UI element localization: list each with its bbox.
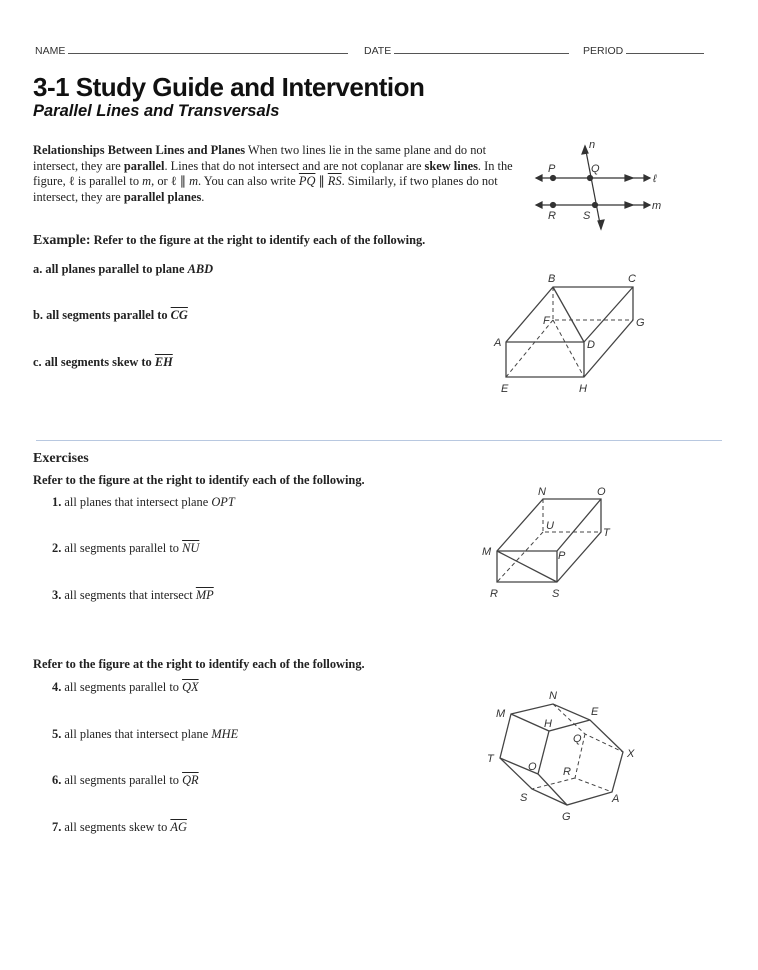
exercises-instruction-1: Refer to the figure at the right to identify each of the following. [33,473,365,487]
page-title: 3-1 Study Guide and Intervention [33,72,425,102]
text-run: . Similarly, if two planes do not intersect, they are [33,174,498,204]
label-D: D [587,339,595,351]
text-run: $\overline{AG}$ [170,820,187,834]
text-run: parallel [123,158,165,173]
text-run: skew lines [424,158,478,173]
text-run: $\overline{EH}$ [154,355,173,369]
text-run: . You can also write [198,174,299,188]
exercises-heading: Exercises [33,451,89,466]
text-run: 6. [52,773,62,787]
text-run: 3. [52,588,62,602]
label-G: G [562,811,571,823]
label-R: R [490,588,498,600]
text-run: OPT [211,495,235,509]
label-O: O [597,486,606,498]
text-run: . [201,189,205,204]
text-run: 5. [52,727,62,741]
label-R: R [563,766,571,778]
label-m: m [652,200,662,212]
page-subtitle: Parallel Lines and Transversals [33,102,280,120]
label-S: S [552,588,560,600]
label-S: S [520,792,528,804]
label-E: E [501,383,509,395]
text-run: 4. [52,680,62,694]
label-T: T [487,753,494,765]
label-X: X [627,748,635,760]
label-P: P [548,163,556,175]
text-run: ∥ [315,174,328,188]
polyhedron-figure [487,690,635,823]
text-run: ℓ [170,174,177,188]
exercises-instruction-2: Refer to the figure at the right to identify each of the following. [33,657,365,671]
text-run: $\overline{NU}$ [182,541,200,555]
text-run: all planes that intersect plane [61,495,212,509]
text-run: Refer to the figure at the right to identify each of the following. [90,233,426,247]
date-label: DATE [364,45,392,57]
label-O: O [528,761,537,773]
text-run: ABD [187,262,214,276]
text-run: is parallel to [74,174,143,188]
label-U: U [546,520,554,532]
text-run: $\overline{CG}$ [170,308,188,322]
parallel-lines-figure [536,139,661,229]
text-run: all segments that intersect [61,588,196,602]
label-B: B [548,273,556,285]
text-run: Relationships Between Lines and Planes [33,143,246,157]
text-run: . Lines that do not intersect and are not coplanar are [164,158,425,173]
text-run: parallel planes [123,189,202,204]
text-run: MHE [211,727,239,741]
period-label: PERIOD [583,45,624,57]
label-N: N [549,690,557,702]
label-N: N [538,486,546,498]
text-run: all planes that intersect plane [61,727,212,741]
box-mnop-figure [482,486,611,600]
text-run: c. all segments skew to [33,355,155,369]
label-G: G [636,317,645,329]
label-H: H [579,383,587,395]
name-label: NAME [35,45,66,57]
label-C: C [628,273,636,285]
label-M: M [496,708,506,720]
label-P: P [558,550,566,562]
text-run: b. all segments parallel to [33,308,171,322]
text-run: When two lines lie in the same plane and do not intersect, they are [33,143,487,173]
label-H: H [544,718,552,730]
label-M: M [482,546,492,558]
text-run: Example: [33,233,91,248]
text-run: all segments parallel to [61,773,183,787]
label-A: A [612,793,620,805]
text-run: , or [151,174,171,188]
text-run: a. all planes parallel to plane [33,262,188,276]
text-run: $\overline{PQ}$ [298,174,316,188]
text-run: ∥ [176,174,190,188]
label-E: E [591,706,599,718]
label-l: ℓ [653,173,657,185]
label-n: n [589,139,596,151]
text-run: ℓ [68,174,75,188]
text-run: all segments parallel to [61,680,183,694]
text-run: 7. [52,820,62,834]
label-R: R [548,210,556,222]
label-F: F [543,315,550,327]
label-A: A [494,337,502,349]
label-Q: Q [591,163,600,175]
label-Q: Q [573,733,582,745]
box-abcd-figure [493,273,645,395]
text-run: 2. [52,541,62,555]
text-run: 1. [52,495,62,509]
text-run: $\overline{QR}$ [182,773,199,787]
label-S: S [583,210,591,222]
text-run: m [189,174,199,188]
text-run: . In the figure, [33,158,513,188]
text-run: all segments skew to [61,820,171,834]
text-run: $\overline{RS}$ [327,174,342,188]
label-T: T [603,527,610,539]
text-run: all segments parallel to [61,541,183,555]
text-run: m [142,174,152,188]
text-run: $\overline{MP}$ [195,588,214,602]
text-run: $\overline{QX}$ [182,680,199,694]
